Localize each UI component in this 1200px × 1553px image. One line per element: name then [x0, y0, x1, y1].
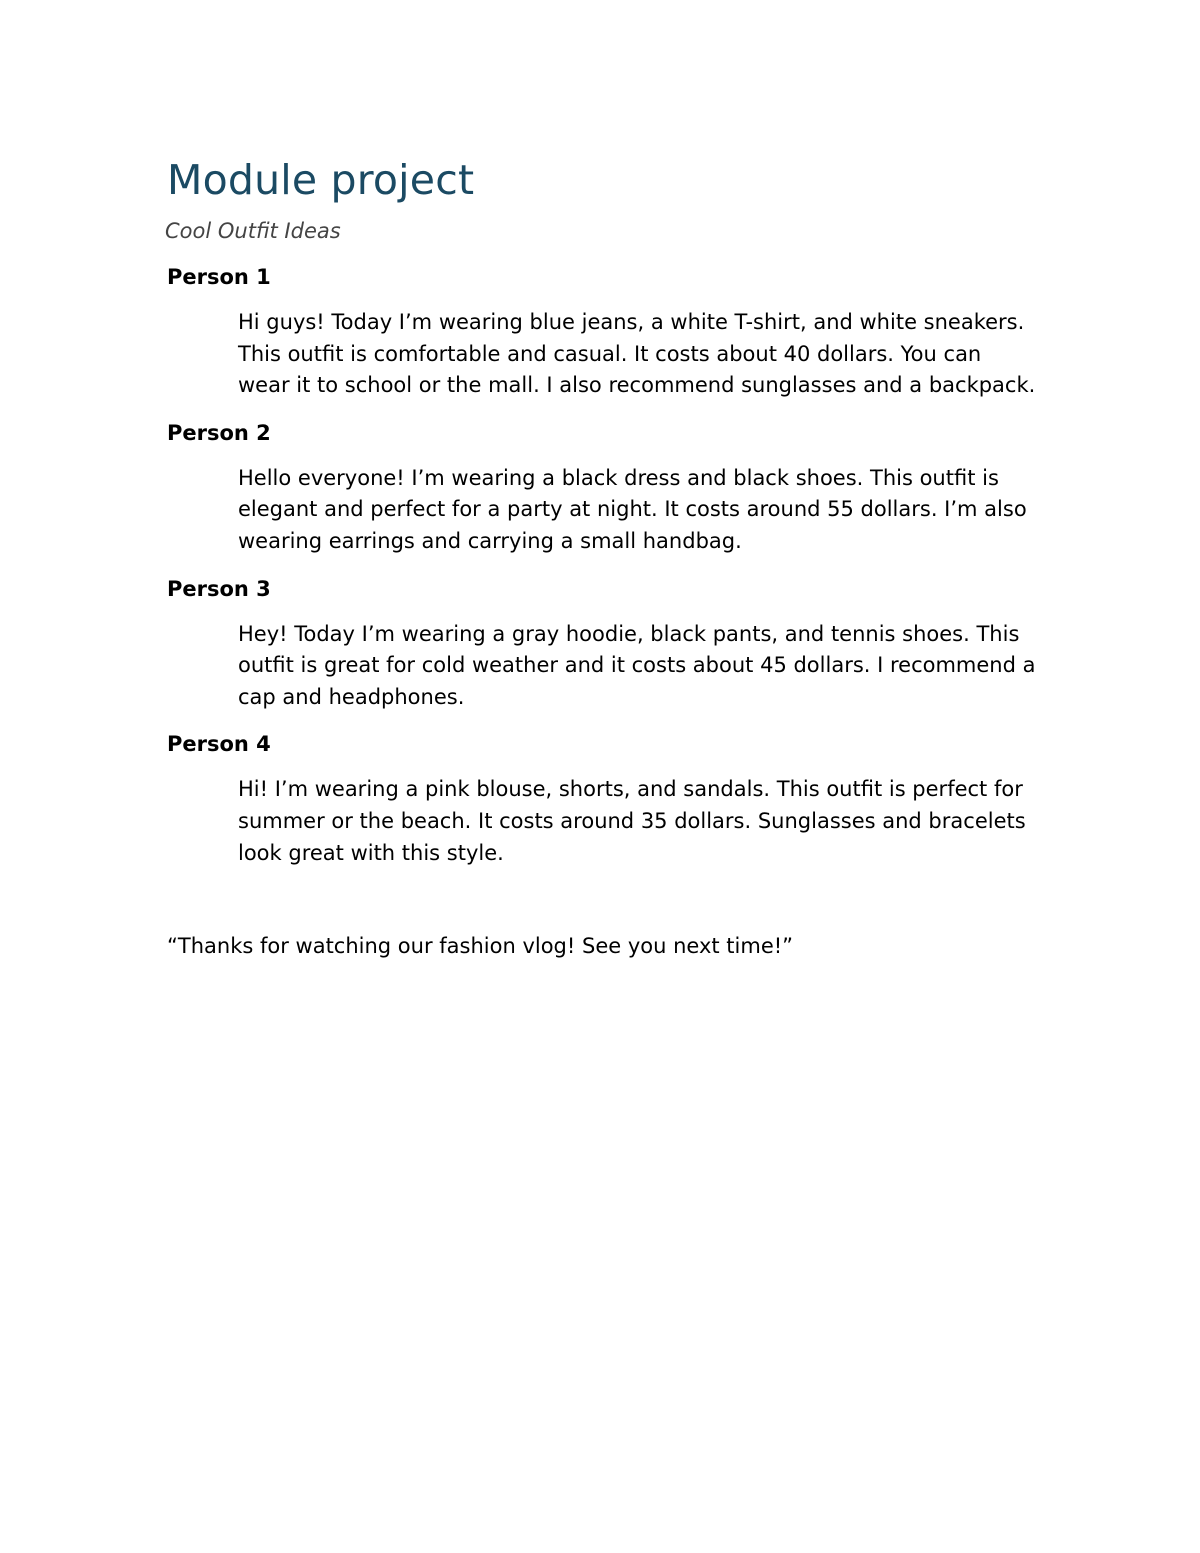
section-heading: Person 2	[167, 420, 271, 445]
closing-quote: “Thanks for watching our fashion vlog! See you next time!”	[167, 934, 794, 959]
document-content	[167, 152, 1047, 962]
person-section-2	[167, 417, 1047, 558]
section-heading: Person 3	[167, 576, 271, 601]
person-section-3	[167, 573, 1047, 714]
section-paragraph: Hello everyone! I’m wearing a black dress and black shoes. This outfit is elegant and perfect for a party at night. It costs around 55 dollars. I’m also wearing earrings and carrying a small handbag.	[238, 465, 1027, 553]
section-heading: Person 4	[167, 732, 271, 757]
section-paragraph: Hi guys! Today I’m wearing blue jeans, a white T-shirt, and white sneakers. This outfit is comfortable and casual. It costs about 40 dollars. You can wear it to school or the mall. I also recommend sunglasses and a backpack.	[238, 310, 1036, 398]
section-paragraph: Hi! I’m wearing a pink blouse, shorts, and sandals. This outfit is perfect for summer or the beach. It costs around 35 dollars. Sunglasses and bracelets look great with this style.	[238, 777, 1026, 865]
section-heading: Person 1	[167, 265, 271, 289]
document-subtitle: Cool Outfit Ideas	[165, 219, 341, 243]
person-section-1	[167, 261, 1047, 402]
person-section-4	[167, 728, 1047, 869]
section-paragraph: Hey! Today I’m wearing a gray hoodie, black pants, and tennis shoes. This outfit is great for cold weather and it costs about 45 dollars. I recommend a cap and headphones.	[238, 621, 1036, 709]
document-title: Module project	[167, 156, 475, 204]
